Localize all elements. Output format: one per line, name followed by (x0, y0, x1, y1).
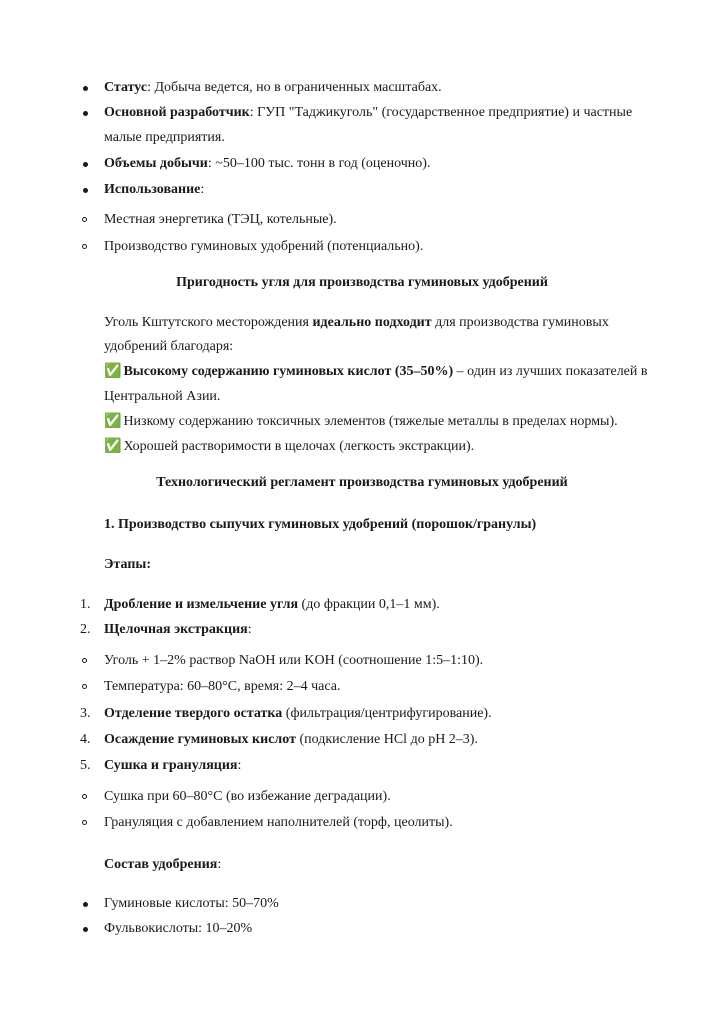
usage-sub-item: Местная энергетика (ТЭЦ, котельные). (104, 212, 337, 227)
step-number: 4. (80, 732, 91, 747)
section-heading: Технологический регламент производства гуминовых удобрений (156, 475, 568, 490)
paragraph-line: удобрений благодаря: (104, 339, 234, 354)
step-sub-item: Температура: 60–80°C, время: 2–4 часа. (104, 679, 341, 694)
stages-label: Этапы: (104, 557, 152, 572)
composition-item: Гуминовые кислоты: 50–70% (104, 896, 279, 911)
step-item: Отделение твердого остатка (фильтрация/центрифугирование). (104, 706, 492, 721)
step-number: 2. (80, 622, 91, 637)
usage-item: Использование: (104, 182, 205, 197)
step-item: Щелочная экстракция: (104, 622, 252, 637)
check-item: ✅ Низкому содержанию токсичных элементов (тяжелые металлы в пределах нормы). (104, 414, 618, 429)
step-number: 5. (80, 758, 91, 773)
check-item-cont: Центральной Азии. (104, 389, 221, 404)
step-sub-item: Сушка при 60–80°C (во избежание деградации). (104, 789, 391, 804)
subsection-heading: 1. Производство сыпучих гуминовых удобрений (порошок/гранулы) (104, 517, 537, 532)
step-item: Осаждение гуминовых кислот (подкисление HCl до pH 2–3). (104, 732, 478, 747)
usage-sub-item: Производство гуминовых удобрений (потенциально). (104, 239, 424, 254)
developer-item: Основной разработчик: ГУП "Таджикуголь" (государственное предприятие) и частные (104, 105, 633, 120)
check-icon: ✅ (104, 439, 122, 454)
check-item: ✅ Хорошей растворимости в щелочах (легкость экстракции). (104, 439, 475, 454)
composition-label: Состав удобрения: (104, 857, 222, 872)
check-icon: ✅ (104, 414, 122, 429)
step-number: 3. (80, 706, 91, 721)
paragraph-line: Уголь Кштутского месторождения идеально подходит для производства гуминовых (104, 315, 609, 330)
check-icon: ✅ (104, 364, 122, 379)
developer-item-cont: малые предприятия. (104, 130, 225, 145)
step-sub-item: Уголь + 1–2% раствор NaOH или KOH (соотношение 1:5–1:10). (104, 653, 484, 668)
section-heading: Пригодность угля для производства гуминовых удобрений (176, 275, 548, 290)
check-item: ✅ Высокому содержанию гуминовых кислот (35–50%) – один из лучших показателей в (104, 364, 648, 379)
step-item: Сушка и грануляция: (104, 758, 242, 773)
step-sub-item: Грануляция с добавлением наполнителей (торф, цеолиты). (104, 815, 453, 830)
step-item: Дробление и измельчение угля (до фракции 0,1–1 мм). (104, 597, 440, 612)
composition-item: Фульвокислоты: 10–20% (104, 921, 253, 936)
volume-item: Объемы добычи: ~50–100 тыс. тонн в год (оценочно). (104, 156, 431, 171)
status-item: Статус: Добыча ведется, но в ограниченных масштабах. (104, 80, 442, 95)
step-number: 1. (80, 597, 91, 612)
